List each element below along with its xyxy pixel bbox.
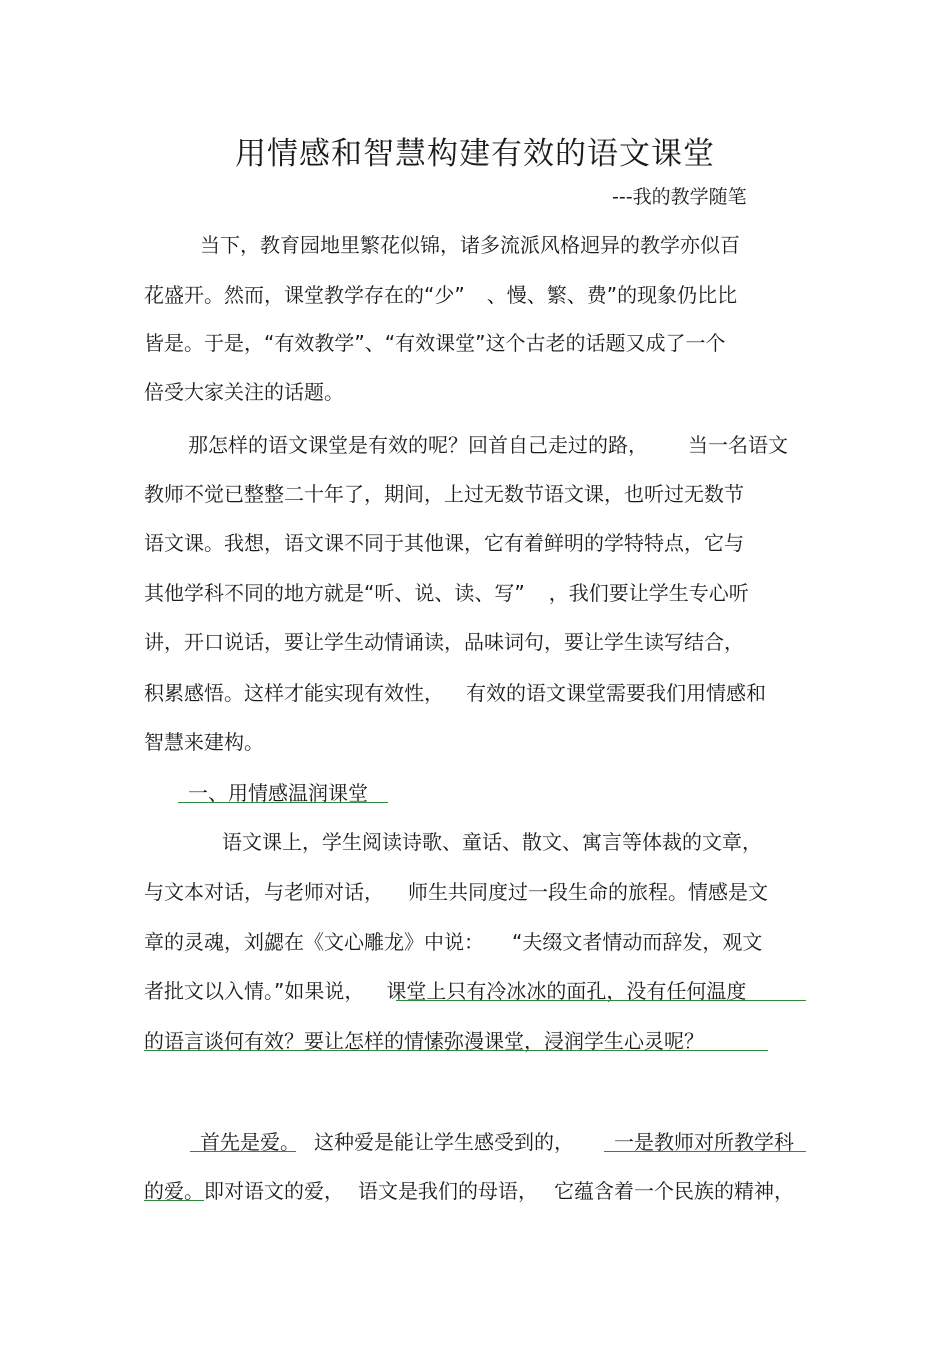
p2-line-7: 智慧来建构。 [144,730,264,754]
p1-line-4: 倍受大家关注的话题。 [144,380,344,404]
p1-line-1: 当下，教育园地里繁花似锦，诸多流派风格迥异的教学亦似百 [200,233,740,257]
p2-line-1 [188,432,788,458]
p3-line-2b: 师生共同度过一段生命的旅程。情感是文 [408,880,768,904]
p4-line-2b: 即对语文的爱， [204,1179,344,1203]
p3-line-3a: 章的灵魂，刘勰在《文心雕龙》中说： [144,930,484,954]
document-title: 用情感和智慧构建有效的语文课堂 [235,136,715,172]
p4-line-1c: 一是教师对所教学科 [614,1130,794,1154]
p1-line-2a: 花盛开。然而，课堂教学存在的“少” [144,283,465,307]
p2-line-6b: 有效的语文课堂需要我们用情感和 [466,681,766,705]
p2-line-3: 语文课。我想，语文课不同于其他课，它有着鲜明的学特特点，它与 [144,531,744,555]
section-heading-1: 一、用情感温润课堂 [188,781,368,805]
p4-line-1a: 首先是爱。 [200,1130,300,1154]
p3-line-4-underline [396,1000,806,1001]
p1-line-3: 皆是。于是，“有效教学”、“有效课堂”这个古老的话题又成了一个 [144,331,726,355]
p3-line-5: 的语言谈何有效？要让怎样的情愫弥漫课堂，浸润学生心灵呢？ [144,1029,704,1053]
p4-line-1c-underline [604,1151,806,1152]
p3-line-2 [144,879,768,905]
p4-line-2c: 语文是我们的母语， [358,1179,538,1203]
p2-line-1b: 当一名语文 [688,433,788,457]
p2-line-2: 教师不觉已整整二十年了，期间，上过无数节语文课，也听过无数节 [144,482,744,506]
p4-line-2 [144,1178,794,1204]
p2-line-1a: 那怎样的语文课堂是有效的呢？回首自己走过的路， [188,433,648,457]
p3-line-4b: 课堂上只有冷冰冰的面孔，没有任何温度 [386,979,747,1003]
heading-underline [178,802,388,803]
p4-line-2a: 的爱。 [144,1179,204,1203]
p3-line-4a: 者批文以入情。”如果说， [144,979,365,1003]
p3-line-3b: “夫缀文者情动而辞发，观文 [512,930,763,954]
p4-line-2d: 它蕴含着一个民族的精神， [554,1179,794,1203]
p3-line-1: 语文课上，学生阅读诗歌、童话、散文、寓言等体裁的文章， [222,830,762,854]
p2-line-4a: 其他学科不同的地方就是“听、说、读、写” [144,581,525,605]
p2-line-4 [144,580,749,606]
p2-line-4b: ，我们要让学生专心听 [548,581,749,605]
p4-line-1a-underline [190,1151,296,1152]
p3-line-2a: 与文本对话，与老师对话， [144,880,384,904]
p4-line-1b: 这种爱是能让学生感受到的， [314,1130,574,1154]
p1-line-2b: 、慢、繁、费”的现象仍比比 [486,283,738,307]
p3-line-3 [144,929,762,955]
p1-line-2 [144,282,737,308]
p2-line-6 [144,680,766,706]
document-subtitle: ---我的教学随笔 [612,186,747,208]
p2-line-6a: 积累感悟。这样才能实现有效性， [144,681,444,705]
p4-line-2a-underline [144,1200,204,1201]
p2-line-5: 讲，开口说话，要让学生动情诵读，品味词句，要让学生读写结合， [144,630,744,654]
p3-line-5-underline [144,1050,768,1051]
